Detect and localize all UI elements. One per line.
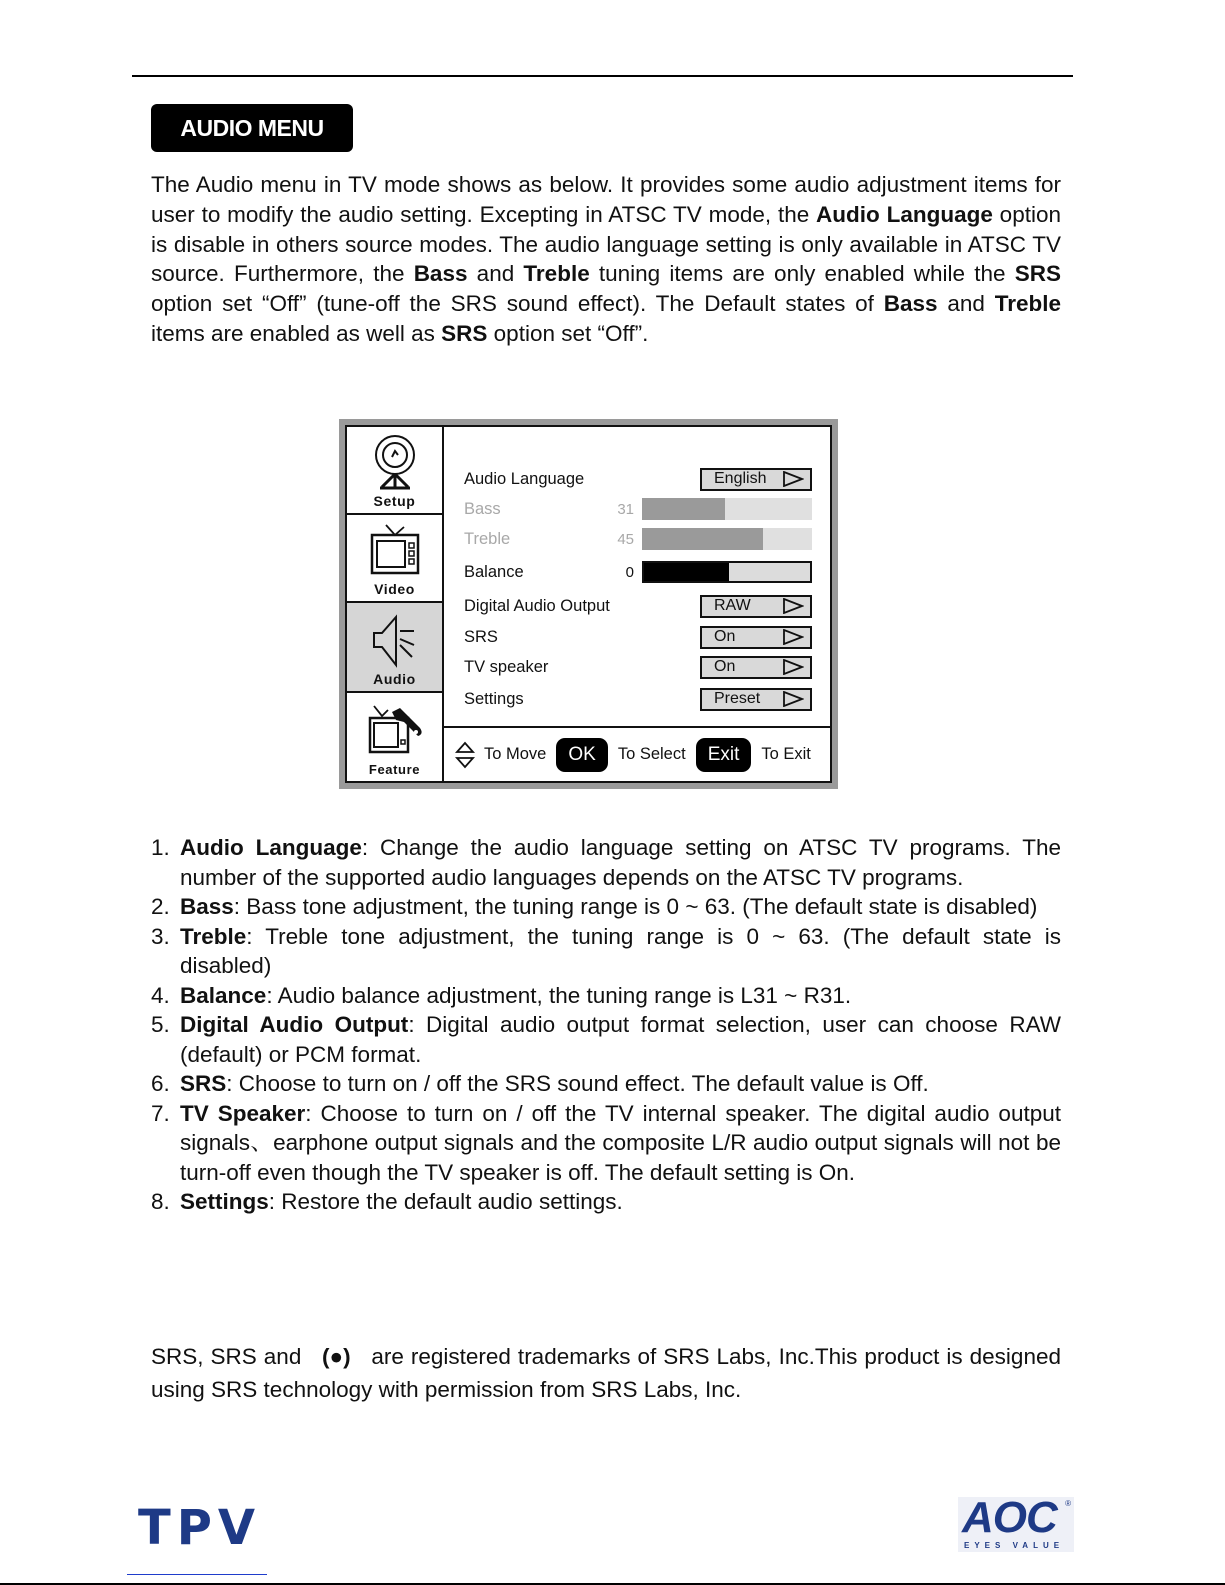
osd-sidebar xyxy=(347,427,444,781)
select-value: RAW xyxy=(714,597,751,614)
item-number: 3. xyxy=(151,923,170,949)
item-number: 8. xyxy=(151,1189,170,1214)
arrow-right-icon xyxy=(782,691,804,707)
intro-text: option set “Off” (tune-off the SRS sound effect). The Default states of xyxy=(151,291,884,317)
tpv-logo: TPV xyxy=(138,1500,262,1556)
item-value: 0 xyxy=(625,563,634,581)
item-text: : Audio balance adjustment, the tuning range is L31 ~ R31. xyxy=(266,982,852,1008)
item-text: : Digital audio output format selection, user can choose RAW (default) or PCM format. xyxy=(180,1012,1061,1067)
tab-audio[interactable] xyxy=(347,603,442,693)
intro-bold: Treble xyxy=(523,261,590,287)
item-label: Digital Audio Output xyxy=(464,596,610,615)
audio-language-select[interactable] xyxy=(700,468,812,491)
treble-row xyxy=(464,527,812,551)
audio-language-row[interactable] xyxy=(464,467,812,491)
up-down-arrows-icon xyxy=(454,740,476,770)
satellite-dish-icon xyxy=(372,433,418,491)
list-item xyxy=(151,1010,1061,1069)
digital-audio-output-select[interactable] xyxy=(700,595,812,618)
srs-logo-icon: (●) xyxy=(322,1344,351,1369)
tab-feature[interactable] xyxy=(347,693,442,781)
item-number: 5. xyxy=(151,1012,170,1037)
osd-footer-hints xyxy=(444,726,830,781)
list-item xyxy=(151,833,1061,892)
section-title: AUDIO MENU xyxy=(151,104,353,152)
item-number: 1. xyxy=(151,835,170,860)
bass-slider xyxy=(642,498,812,520)
item-term: Bass xyxy=(180,894,234,919)
item-term: Balance xyxy=(180,982,267,1008)
aoc-brand: AOC xyxy=(962,1493,1057,1542)
item-descriptions xyxy=(151,833,1061,1217)
tab-label: Video xyxy=(374,581,415,597)
item-label: TV speaker xyxy=(464,657,549,676)
intro-text: and xyxy=(937,291,995,317)
tv-icon xyxy=(368,523,422,579)
trademark-text: are registered trademarks of SRS Labs, Inc.This product is designed using SRS technology with permission from SRS Labs, Inc. xyxy=(151,1344,1061,1402)
select-value: Preset xyxy=(714,690,761,707)
intro-text: The Audio menu in TV mode shows as below. It provides some audio adjustment items for user to modify the audio setting. Excepting in ATSC TV mode, the xyxy=(151,172,1061,227)
balance-slider[interactable] xyxy=(642,561,812,583)
digital-audio-output-row[interactable] xyxy=(464,594,812,618)
tab-setup[interactable] xyxy=(347,427,442,515)
select-hint: To Select xyxy=(617,745,686,763)
treble-slider xyxy=(642,528,812,550)
intro-text: option is disable in others source modes. The audio language setting is only available in ATSC TV source. Furthermore, the xyxy=(151,201,1061,287)
osd-settings-list xyxy=(444,427,830,727)
arrow-right-icon xyxy=(782,629,804,645)
intro-text: option set “Off”. xyxy=(487,320,649,346)
arrow-right-icon xyxy=(782,598,804,614)
list-item xyxy=(151,892,1061,922)
select-value: On xyxy=(714,658,736,675)
item-term: TV Speaker xyxy=(180,1100,306,1126)
item-text: : Change the audio language setting on ATSC TV programs. The number of the supported audio languages depends on the ATSC TV programs. xyxy=(180,835,1061,890)
tpv-underline xyxy=(127,1574,267,1575)
intro-paragraph xyxy=(151,170,1061,349)
intro-bold: Audio Language xyxy=(816,201,993,227)
list-item xyxy=(151,1099,1061,1188)
aoc-tagline: EYES VALUE xyxy=(964,1541,1065,1550)
arrow-right-icon xyxy=(782,659,804,675)
intro-text: and xyxy=(467,261,524,287)
item-label: Balance xyxy=(464,562,524,581)
item-value: 31 xyxy=(617,500,634,518)
header-rule xyxy=(132,75,1073,77)
move-hint: To Move xyxy=(484,745,547,763)
intro-bold: SRS xyxy=(441,320,488,346)
item-number: 4. xyxy=(151,982,170,1008)
trademark-text: SRS, SRS and xyxy=(151,1344,309,1369)
intro-text: tuning items are only enabled while the xyxy=(589,261,1015,287)
ok-button[interactable]: OK xyxy=(556,738,607,772)
osd-frame xyxy=(345,425,832,783)
item-text: : Treble tone adjustment, the tuning range is 0 ~ 63. (The default state is disabled) xyxy=(180,923,1061,978)
srs-select[interactable] xyxy=(700,626,812,649)
list-item xyxy=(151,1069,1061,1099)
item-text: : Choose to turn on / off the SRS sound effect. The default value is Off. xyxy=(226,1071,929,1096)
speaker-icon xyxy=(370,613,420,669)
bass-row xyxy=(464,497,812,521)
intro-bold: SRS xyxy=(1014,261,1062,287)
item-term: SRS xyxy=(180,1071,227,1096)
exit-hint: To Exit xyxy=(761,745,811,763)
tab-label: Setup xyxy=(373,493,416,509)
registered-mark: ® xyxy=(1065,1499,1071,1508)
intro-bold: Bass xyxy=(413,261,468,287)
arrow-right-icon xyxy=(782,471,804,487)
list-item xyxy=(151,981,1061,1011)
settings-row[interactable] xyxy=(464,687,812,711)
trademark-notice xyxy=(151,1340,1061,1406)
slider-fill xyxy=(644,563,729,581)
intro-bold: Bass xyxy=(883,291,938,317)
item-label: Settings xyxy=(464,689,524,708)
item-text: : Choose to turn on / off the TV internal speaker. The digital audio output signals、earphone output signals and the composite L/R audio output signals will not be turn-off even though the TV speaker is off. The default setting is On. xyxy=(180,1100,1061,1185)
item-value: 45 xyxy=(617,530,634,548)
intro-bold: Treble xyxy=(994,291,1062,317)
slider-fill xyxy=(642,498,725,520)
intro-text: items are enabled as well as xyxy=(151,320,442,346)
tab-label: Feature xyxy=(368,762,421,777)
item-text: : Restore the default audio settings. xyxy=(268,1189,623,1214)
aoc-logo xyxy=(958,1493,1074,1552)
osd-audio-menu xyxy=(339,419,838,789)
balance-row[interactable] xyxy=(464,560,812,584)
exit-button[interactable]: Exit xyxy=(696,738,752,772)
item-text: : Bass tone adjustment, the tuning range is 0 ~ 63. (The default state is disabled) xyxy=(233,894,1038,919)
item-term: Audio Language xyxy=(180,835,362,860)
item-number: 6. xyxy=(151,1071,170,1096)
item-label: SRS xyxy=(464,627,498,646)
item-number: 2. xyxy=(151,894,170,919)
item-term: Settings xyxy=(180,1189,269,1214)
slider-fill xyxy=(642,528,763,550)
item-number: 7. xyxy=(151,1100,170,1126)
settings-select[interactable] xyxy=(700,688,812,711)
item-label: Bass xyxy=(464,499,501,518)
srs-row[interactable] xyxy=(464,625,812,649)
item-term: Digital Audio Output xyxy=(180,1012,409,1037)
tv-wrench-icon xyxy=(366,704,424,760)
list-item xyxy=(151,922,1061,981)
item-label: Audio Language xyxy=(464,469,585,488)
item-term: Treble xyxy=(180,923,247,949)
select-value: On xyxy=(714,628,736,645)
tv-speaker-select[interactable] xyxy=(700,656,812,679)
tab-label: Audio xyxy=(373,671,416,687)
tab-video[interactable] xyxy=(347,515,442,603)
select-value: English xyxy=(714,470,767,487)
item-label: Treble xyxy=(464,529,511,548)
tv-speaker-row[interactable] xyxy=(464,655,812,679)
list-item xyxy=(151,1187,1061,1217)
